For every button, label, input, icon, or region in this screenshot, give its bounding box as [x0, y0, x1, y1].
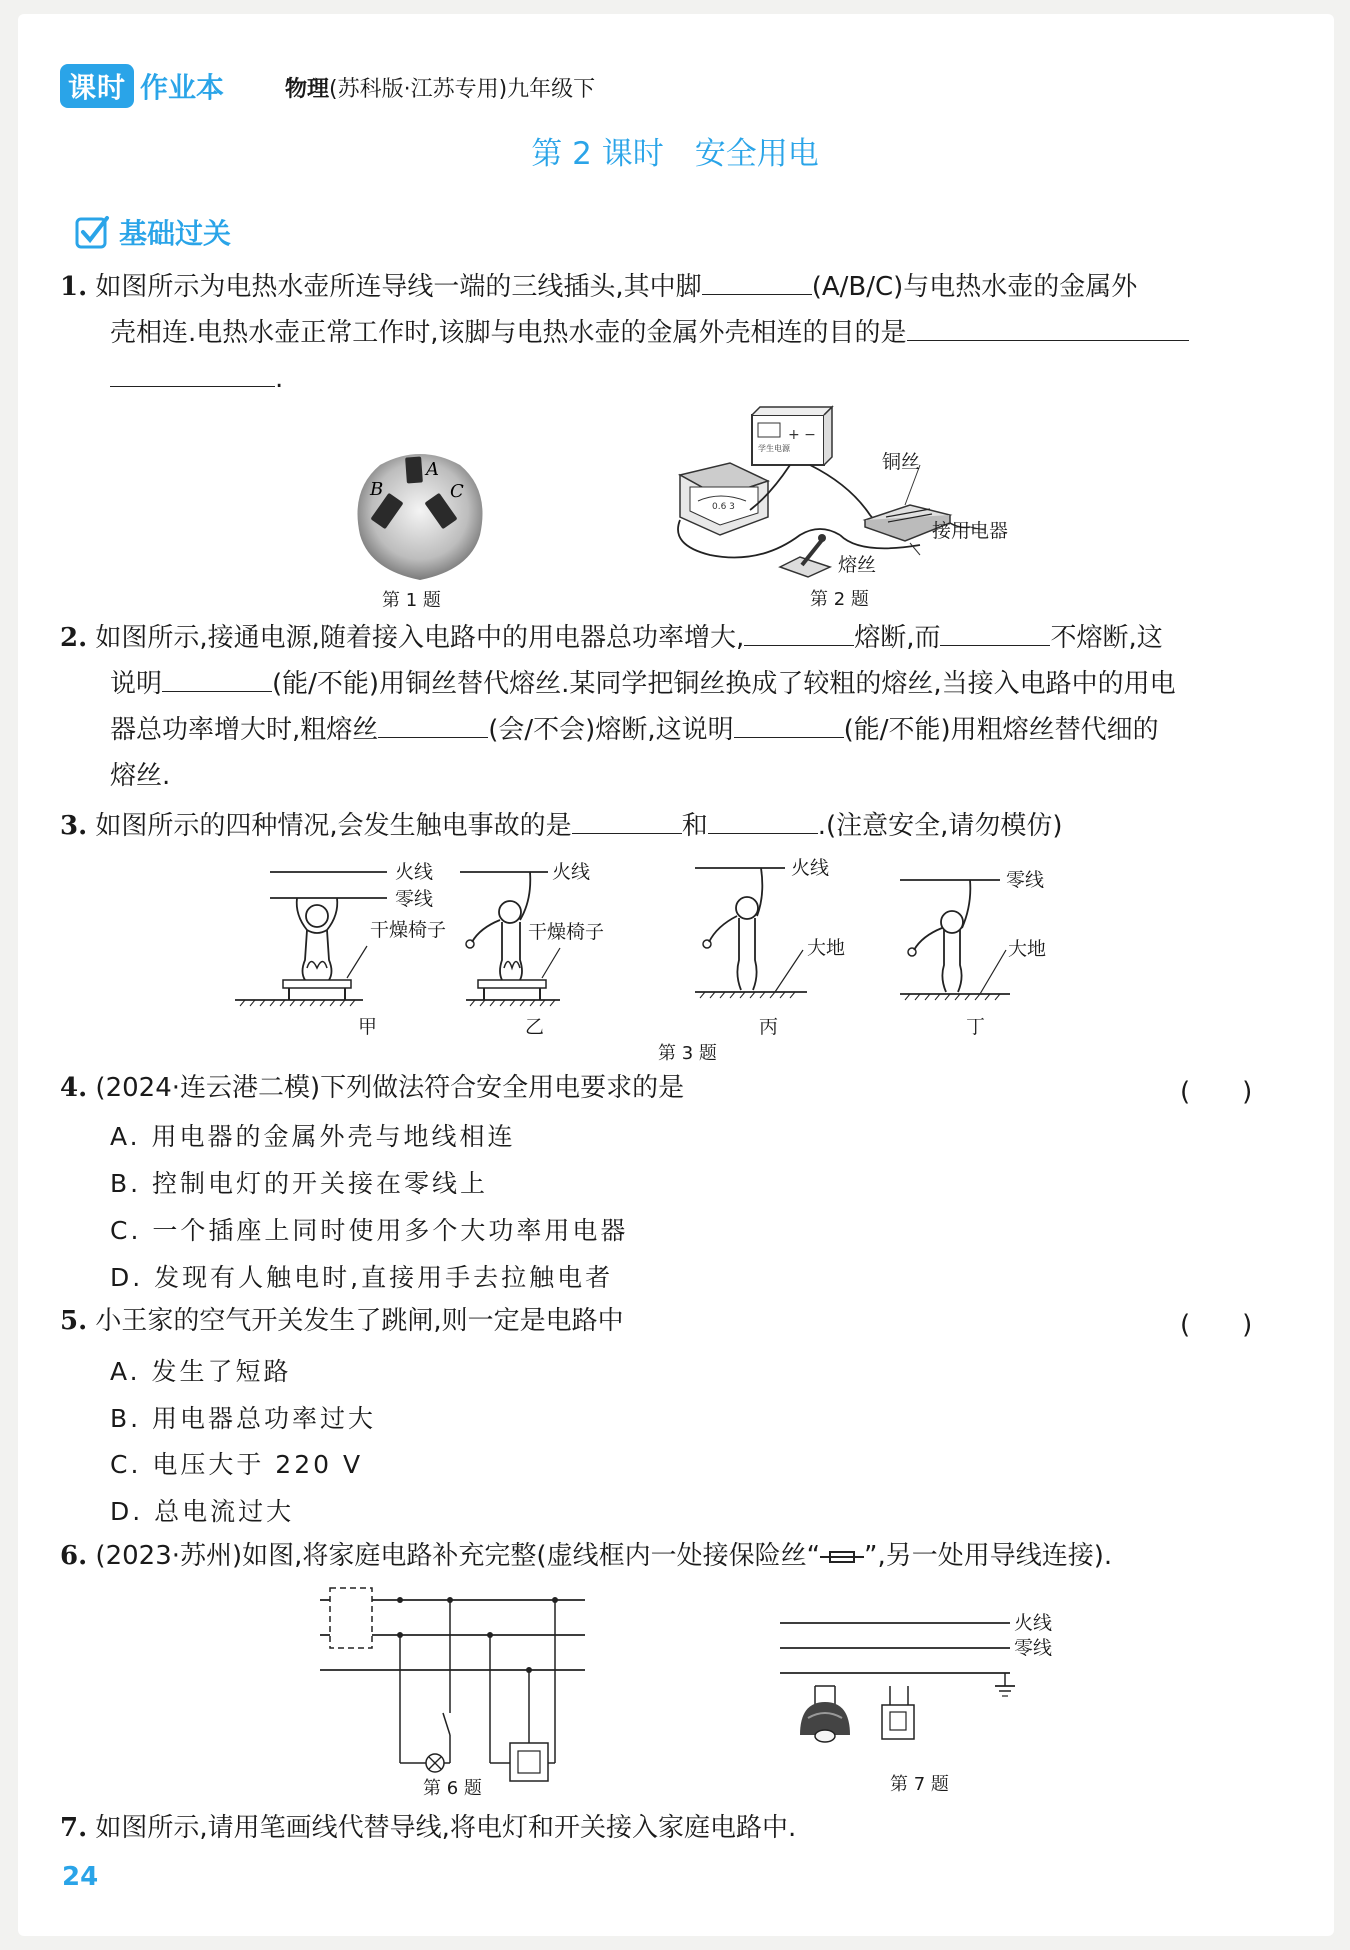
ground-label: 大地	[1008, 938, 1047, 960]
book-logo	[60, 66, 224, 106]
question-text: 如图,将家庭电路补充完整(虚线框内一处接保险丝“	[242, 1541, 821, 1571]
answer-blank[interactable]	[708, 807, 818, 834]
figure-caption: 第 1 题	[382, 590, 441, 611]
question-2-line2	[110, 661, 1176, 707]
scene-bing	[695, 857, 845, 1038]
figure-3-scenes	[255, 850, 1135, 1065]
figure-1-plug	[340, 445, 500, 615]
figure-caption: 第 2 题	[810, 589, 869, 610]
question-text: 下列做法符合安全用电要求的是	[320, 1073, 685, 1103]
answer-parentheses[interactable]: ( )	[1180, 1077, 1253, 1107]
question-number: 7.	[60, 1813, 88, 1843]
pin-b-label: B	[370, 479, 384, 500]
question-text: 如图所示,请用笔画线代替导线,将电灯和开关接入家庭电路中.	[95, 1813, 797, 1843]
question-2	[60, 615, 1163, 661]
option-d[interactable]: D. 总电流过大	[110, 1497, 295, 1526]
question-1-line3	[110, 356, 283, 402]
scene-yi	[460, 861, 604, 1038]
question-number: 4.	[60, 1073, 88, 1103]
question-text: 说明	[110, 669, 163, 699]
scene-label: 甲	[358, 1016, 378, 1038]
question-text: 器总功率增大时,粗熔丝	[110, 715, 379, 745]
figure-caption: 第 3 题	[658, 1043, 717, 1064]
scene-label: 丁	[966, 1016, 986, 1038]
book-info	[285, 72, 595, 103]
question-1	[60, 264, 1137, 310]
live-wire-label: 火线	[395, 861, 434, 883]
question-source: (2023·苏州)	[95, 1541, 243, 1571]
edition-info: (苏科版·江苏专用)九年级下	[329, 77, 596, 102]
question-text: 如图所示为电热水壶所连导线一端的三线插头,其中脚	[95, 272, 702, 302]
live-wire-label: 火线	[552, 861, 591, 883]
answer-blank[interactable]	[734, 711, 844, 738]
scene-label: 丙	[759, 1016, 779, 1038]
question-text: ”,另一处用导线连接).	[864, 1541, 1113, 1571]
fuse-symbol-icon	[820, 1549, 864, 1565]
scene-ding	[900, 869, 1046, 1038]
supply-label: 学生电源	[758, 444, 790, 453]
question-text: 和	[681, 811, 708, 841]
figure-2-circuit	[650, 405, 1030, 615]
question-3	[60, 803, 1063, 849]
scene-jia	[235, 861, 446, 1038]
question-number: 2.	[60, 623, 88, 653]
question-text: (能/不能)用铜丝替代熔丝.某同学把铜丝换成了较粗的熔丝,当接入电路中的用电	[272, 669, 1176, 699]
option-d[interactable]: D. 发现有人触电时,直接用手去拉触电者	[110, 1263, 614, 1292]
chair-label: 干燥椅子	[528, 921, 605, 943]
question-2-line4	[110, 753, 170, 799]
answer-blank[interactable]	[162, 665, 272, 692]
neutral-wire-label: 零线	[1006, 869, 1045, 891]
question-text: (能/不能)用粗熔丝替代细的	[843, 715, 1159, 745]
figure-caption: 第 7 题	[890, 1774, 949, 1795]
figure-7-circuit	[780, 1610, 1080, 1800]
question-text: (A/B/C)与电热水壶的金属外	[811, 272, 1138, 302]
option-a[interactable]: A. 用电器的金属外壳与地线相连	[110, 1122, 516, 1151]
question-6	[60, 1533, 1112, 1579]
question-1-line2	[110, 310, 1189, 356]
lesson-title: 第 2 课时 安全用电	[531, 136, 819, 172]
question-2-line3	[110, 707, 1159, 753]
answer-blank[interactable]	[110, 360, 275, 387]
question-source: (2024·连云港二模)	[95, 1073, 321, 1103]
question-text: 小王家的空气开关发生了跳闸,则一定是电路中	[95, 1306, 624, 1336]
question-number: 5.	[60, 1306, 88, 1336]
question-number: 1.	[60, 272, 88, 302]
figure-caption: 第 6 题	[423, 1778, 482, 1799]
question-text: 如图所示的四种情况,会发生触电事故的是	[95, 811, 572, 841]
question-5	[60, 1298, 624, 1344]
option-c[interactable]: C. 电压大于 220 V	[110, 1450, 364, 1479]
copper-wire-label: 铜丝	[882, 451, 921, 473]
logo-title: 作业本	[140, 71, 225, 104]
option-b[interactable]: B. 控制电灯的开关接在零线上	[110, 1169, 489, 1198]
figure-6-circuit	[315, 1585, 595, 1800]
question-4	[60, 1065, 684, 1111]
neutral-wire-label: 零线	[395, 888, 434, 910]
chair-label: 干燥椅子	[370, 919, 447, 941]
question-text: 熔丝.	[110, 761, 171, 791]
question-number: 3.	[60, 811, 88, 841]
option-b[interactable]: B. 用电器总功率过大	[110, 1404, 377, 1433]
option-c[interactable]: C. 一个插座上同时使用多个大功率用电器	[110, 1216, 629, 1245]
svg-text:+ −: + −	[788, 427, 816, 443]
question-text: .(注意安全,请勿模仿)	[817, 811, 1063, 841]
section-title: 基础过关	[119, 217, 232, 250]
answer-blank[interactable]	[744, 619, 854, 646]
live-wire-label: 火线	[1014, 1612, 1053, 1634]
pin-c-label: C	[450, 481, 464, 502]
answer-blank[interactable]	[572, 807, 682, 834]
subject-name: 物理	[285, 77, 330, 102]
section-header	[75, 212, 231, 252]
checkbox-icon	[75, 215, 109, 249]
live-wire-label: 火线	[791, 857, 830, 879]
answer-parentheses[interactable]: ( )	[1180, 1310, 1253, 1340]
question-7	[60, 1805, 796, 1851]
answer-blank[interactable]	[907, 314, 1189, 341]
appliance-label: 接用电器	[932, 520, 1009, 542]
answer-blank[interactable]	[378, 711, 488, 738]
question-text: 不熔断,这	[1050, 623, 1163, 653]
scene-label: 乙	[525, 1016, 545, 1038]
question-text: .	[275, 364, 284, 394]
question-text: 如图所示,接通电源,随着接入电路中的用电器总功率增大,	[95, 623, 745, 653]
question-number: 6.	[60, 1541, 88, 1571]
answer-blank[interactable]	[940, 619, 1050, 646]
option-a[interactable]: A. 发生了短路	[110, 1357, 292, 1386]
question-text: (会/不会)熔断,这说明	[488, 715, 734, 745]
ground-label: 大地	[807, 937, 846, 959]
logo-badge: 课时	[60, 64, 134, 108]
answer-blank[interactable]	[702, 268, 812, 295]
page-number: 24	[62, 1862, 99, 1892]
question-text: 熔断,而	[854, 623, 941, 653]
question-text: 壳相连.电热水壶正常工作时,该脚与电热水壶的金属外壳相连的目的是	[110, 318, 907, 348]
neutral-wire-label: 零线	[1014, 1637, 1053, 1659]
pin-a-label: A	[426, 459, 439, 480]
fuse-label: 熔丝	[838, 554, 877, 576]
meter-scale: 0.6 3	[712, 502, 735, 512]
